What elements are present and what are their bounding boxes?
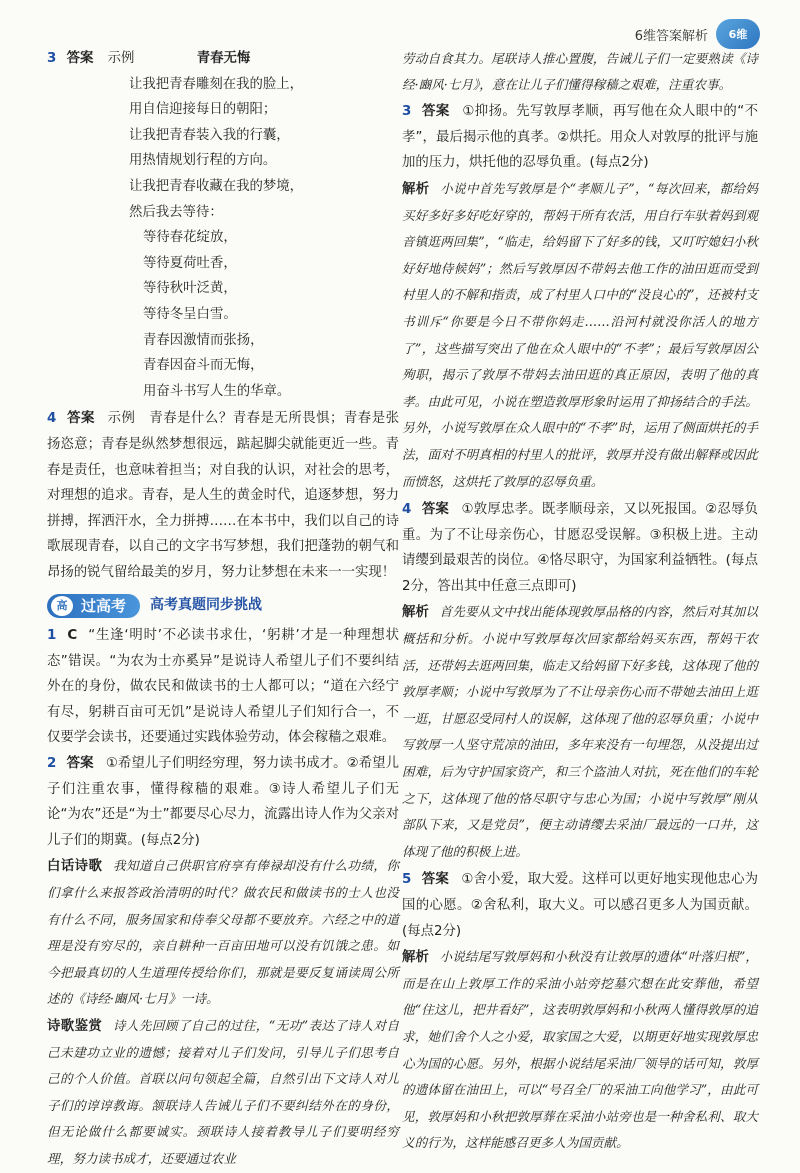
poem-line: 让我把青春收藏在我的梦境， xyxy=(129,178,304,194)
brand-logo-icon: 6维 xyxy=(716,19,760,49)
q3-answer-header: 3 答案 示例 青春无悔 xyxy=(47,51,251,66)
continued-text: 劳动自食其力。尾联诗人推心置腹，告诫儿子们一定要熟读《诗经·豳风·七月》，意在让儿子们懂得稼穑之艰难，注重农事。 xyxy=(402,51,758,92)
left-column xyxy=(47,46,399,1173)
poem-line: 用热情规划行程的方向。 xyxy=(129,153,277,169)
r-q5-analysis: 解析 小说结尾写敦厚妈和小秋没有让敦厚的遗体“叶落归根”，而是在山上敦厚工作的采油小站旁挖墓穴想在此安葬他，希望他“住这儿，把井看好”，这表明敦厚妈和小秋两人懂得敦厚的追求，她们舍个人之小爱，取家国之大爱，以期更好地实现敦厚忠心为国的心愿。另外，根据小说结尾采油厂领导的话可知，敦厚的遗体留在油田上，可以“号召全厂的采油工向他学习”，由此可见，敦厚妈和小秋把敦厚葬在采油小站旁也是一种舍私利、取大义的行为，这样能感召更多人为国贡献。 xyxy=(402,949,758,1151)
q4-answer: 4 答案 示例 青春是什么？青春是无所畏惧；青春是张扬恣意；青春是纵然梦想很远，踮起脚尖就能更近一些。青春是责任，也意味着担当；对自我的认识，对社会的思考，对理想的追求。青春，是人生的黄金时代，追逐梦想，努力拼搏，挥洒汗水，全力拼搏……在本书中，我们以自己的诗歌展现青春，以自己的文字书写梦想，我们把蓬勃的朝气和昂扬的锐气留给最美的岁月，努力让梦想在未来一一实现！ xyxy=(47,411,399,580)
poem-appreciation: 诗歌鉴赏 诗人先回顾了自己的过往，“无功”表达了诗人对自己未建功立业的遗憾；接着对儿子们发问，引导儿子们思考自己的个人价值。首联以问句领起全篇，自然引出下文诗人对儿子们的谆谆教诲。颔联诗人告诫儿子们不要纠结外在的身份，但无论做什么都要诚实。颈联诗人接着教导儿子们要明经穷理，努力读书成才，还要通过农业 xyxy=(47,1017,399,1166)
banner-subtitle: 高考真题同步挑战 xyxy=(150,597,263,614)
poem-title: 青春无悔 xyxy=(196,51,251,66)
section-banner xyxy=(47,593,399,619)
r-q4-answer: 4 答案 ①敦厚忠孝。既孝顺母亲，又以死报国。②忍辱负重。为了不让母亲伤心，甘愿忍受误解。③积极上进。主动请缨到最艰苦的岗位。④恪尽职守，为国家利益牺牲。(每点2分，答出其中任意三点即可) xyxy=(402,502,758,594)
poem-line: 用奋斗书写人生的华章。 xyxy=(143,383,291,399)
poem-line: 让我把青春雕刻在我的脸上， xyxy=(129,76,304,92)
poem-line: 等待冬呈白雪。 xyxy=(143,306,237,322)
right-column xyxy=(402,46,758,1157)
poem-body xyxy=(129,72,399,405)
banner-icon: 高 xyxy=(51,596,73,616)
poem-line: 等待夏荷吐香， xyxy=(143,255,237,271)
baihua-translation: 白话诗歌 我知道自己供职官府享有俸禄却没有什么功绩，你们拿什么来报答政治清明的时代？做农民和做读书的士人也没有什么不同，服务国家和侍奉父母都不要放弃。六经之中的道理是没有穷尽的，亲自耕种一百亩田地可以没有饥饿之患。如今把最真切的人生道理传授给你们，那就是要反复诵读周公所述的《诗经·豳风·七月》一诗。 xyxy=(47,858,400,1007)
g1-answer: 1 C “生逢‘明时’不必读书求仕，‘躬耕’才是一种理想状态”错误。“为农为士亦奚异”是说诗人希望儿子们不要纠结外在的身份，做农民和做读书的士人都可以；“道在六经宁有尽，躬耕百亩可无饥”是说诗人希望儿子们知行合一，不仅要学会读书，还要通过实践体验劳动，体会稼穑之艰难。 xyxy=(47,628,399,746)
poem-line: 青春因奋斗而无悔， xyxy=(143,358,264,374)
r-q3-answer: 3 答案 ①抑扬。先写敦厚孝顺，再写他在众人眼中的“不孝”，最后揭示他的真孝。②烘托。用众人对敦厚的批评与施加的压力，烘托他的忍辱负重。(每点2分) xyxy=(402,104,758,171)
r-q5-answer: 5 答案 ①舍小爱，取大爱。这样可以更好地实现他忠心为国的心愿。②舍私利，取大义。可以感召更多人为国贡献。(每点2分) xyxy=(402,872,759,939)
g2-answer: 2 答案 ①希望儿子们明经穷理，努力读书成才。②希望儿子们注重农事，懂得稼穑的艰难。③诗人希望儿子们无论“为农”还是“为士”都要尽心尽力，流露出诗人作为父亲对儿子们的期冀。(每点2分) xyxy=(47,756,399,848)
banner-badge: 高 过高考 xyxy=(47,594,140,618)
poem-line: 青春因激情而张扬， xyxy=(143,332,264,348)
r-q3-analysis: 解析 小说中首先写敦厚是个“孝顺儿子”，“每次回来，都给妈买好多好多好吃好穿的，帮妈干所有农活，用自行车驮着妈到观音镇逛两回集”，“临走，给妈留下了好多的钱，又叮咛媳妇小秋好好地侍候妈”；然后写敦厚因不带妈去他工作的油田逛而受到村里人的不解和指责，成了村里人口中的“没良心的”，还被村支书训斥“你要是今日不带你妈走……沿河村就没你活人的地方了”，这些描写突出了他在众人眼中的“不孝”；最后写敦厚因公殉职，揭示了敦厚不带妈去油田逛的真正原因，表明了他的真孝。由此可见，小说在塑造敦厚形象时运用了抑扬结合的手法。另外，小说写敦厚在众人眼中的“不孝”时，运用了侧面烘托的手法，面对不明真相的村里人的批评，敦厚并没有做出解释或因此而愤怒，这烘托了敦厚的忍辱负重。 xyxy=(402,180,758,489)
poem-line: 然后我去等待： xyxy=(129,204,223,220)
poem-line: 等待秋叶泛黄， xyxy=(143,281,237,297)
poem-line: 让我把青春装入我的行囊， xyxy=(129,127,290,143)
r-q4-analysis: 解析 首先要从文中找出能体现敦厚品格的内容，然后对其加以概括和分析。小说中写敦厚每次回家都给妈买东西，帮妈干农活，还带妈去逛两回集，临走又给妈留下好多钱，这体现了他的敦厚孝顺；小说中写敦厚为了不让母亲伤心而不带她去油田上逛一逛，甘愿忍受同村人的误解，这体现了他的忍辱负重；小说中写敦厚一人坚守荒凉的油田，多年来没有一句埋怨，从没提出过困难，后为守护国家资产，和三个盗油人对抗，死在他们的车轮之下，这体现了他的恪尽职守与忠心为国；小说中写敦厚“刚从部队下来，又是党员”，便主动请缨去采油厂最远的一口井，这体现了他的积极上进。 xyxy=(402,604,759,859)
header-title: 6维答案解析 xyxy=(634,28,708,44)
poem-line: 等待春花绽放， xyxy=(143,230,237,246)
poem-line: 用自信迎接每日的朝阳； xyxy=(129,102,277,118)
